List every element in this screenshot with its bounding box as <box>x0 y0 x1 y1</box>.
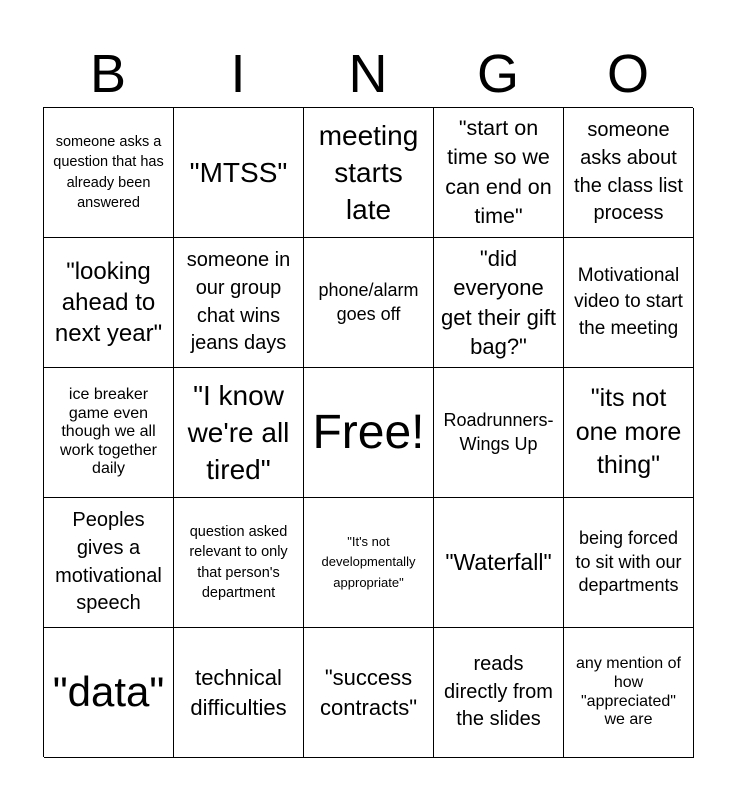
bingo-cell-r4-c5[interactable] <box>564 498 694 628</box>
bingo-cell-r1-c3[interactable] <box>304 108 434 238</box>
header-letter-n: N <box>348 44 388 104</box>
bingo-cell-r2-c2[interactable] <box>174 238 304 368</box>
bingo-cell-r2-c5[interactable] <box>564 238 694 368</box>
bingo-cell-r1-c5[interactable] <box>564 108 694 238</box>
bingo-cell-r4-c2[interactable] <box>174 498 304 628</box>
bingo-cell-r4-c4[interactable] <box>434 498 564 628</box>
cell-text: Motivational video to start the meeting <box>574 265 683 339</box>
cell-text: question asked relevant to only that person's department <box>189 523 288 601</box>
cell-text: being forced to sit with our departments <box>575 527 682 596</box>
cell-text: someone in our group chat wins jeans days <box>186 249 291 355</box>
bingo-cell-r3-c4[interactable] <box>434 368 564 498</box>
cell-text: "It's not developmentally appropriate" <box>321 534 416 590</box>
bingo-cell-r1-c2[interactable] <box>174 108 304 238</box>
bingo-cell-r5-c4[interactable] <box>434 628 564 758</box>
bingo-cell-r1-c1[interactable] <box>44 108 174 238</box>
header-letter-g: G <box>476 44 519 104</box>
bingo-cell-r4-c1[interactable] <box>44 498 174 628</box>
cell-text: "Waterfall" <box>445 548 552 575</box>
bingo-cell-r3-c5[interactable] <box>564 368 694 498</box>
cell-text: "MTSS" <box>189 156 288 188</box>
cell-text: phone/alarm goes off <box>318 279 419 324</box>
cell-text: "its not one more thing" <box>575 383 682 480</box>
free-space[interactable] <box>304 368 434 498</box>
cell-text: "success contracts" <box>319 665 418 720</box>
cell-text: someone asks a question that has already been answered <box>53 133 164 211</box>
cell-text: any mention of how "appreciated" we are <box>576 655 681 729</box>
bingo-board <box>43 107 693 757</box>
bingo-cell-r2-c3[interactable] <box>304 238 434 368</box>
cell-text: "data" <box>52 668 165 716</box>
bingo-cell-r5-c5[interactable] <box>564 628 694 758</box>
cell-text: "did everyone get their gift bag?" <box>441 246 556 359</box>
bingo-cell-r3-c1[interactable] <box>44 368 174 498</box>
free-space-text: Free! <box>312 405 425 459</box>
bingo-cell-r5-c1[interactable] <box>44 628 174 758</box>
cell-text: Peoples gives a motivational speech <box>55 509 162 615</box>
cell-text: technical difficulties <box>190 665 287 720</box>
cell-text: meeting starts late <box>318 119 419 226</box>
cell-text: someone asks about the class list process <box>574 119 683 225</box>
bingo-header <box>43 40 693 108</box>
cell-text: ice breaker game even though we all work together daily <box>60 386 157 478</box>
bingo-cell-r3-c2[interactable] <box>174 368 304 498</box>
cell-text: "I know we're all tired" <box>187 379 290 486</box>
header-letter-i: I <box>230 44 246 104</box>
cell-text: "start on time so we can end on time" <box>445 116 552 228</box>
bingo-cell-r4-c3[interactable] <box>304 498 434 628</box>
header-letter-b: B <box>89 44 127 104</box>
cell-text: Roadrunners- Wings Up <box>443 409 554 454</box>
header-letter-o: O <box>606 44 649 104</box>
bingo-cell-r1-c4[interactable] <box>434 108 564 238</box>
bingo-cell-r2-c1[interactable] <box>44 238 174 368</box>
bingo-cell-r5-c2[interactable] <box>174 628 304 758</box>
bingo-cell-r2-c4[interactable] <box>434 238 564 368</box>
bingo-cell-r5-c3[interactable] <box>304 628 434 758</box>
cell-text: reads directly from the slides <box>444 653 553 731</box>
cell-text: "looking ahead to next year" <box>54 257 163 348</box>
